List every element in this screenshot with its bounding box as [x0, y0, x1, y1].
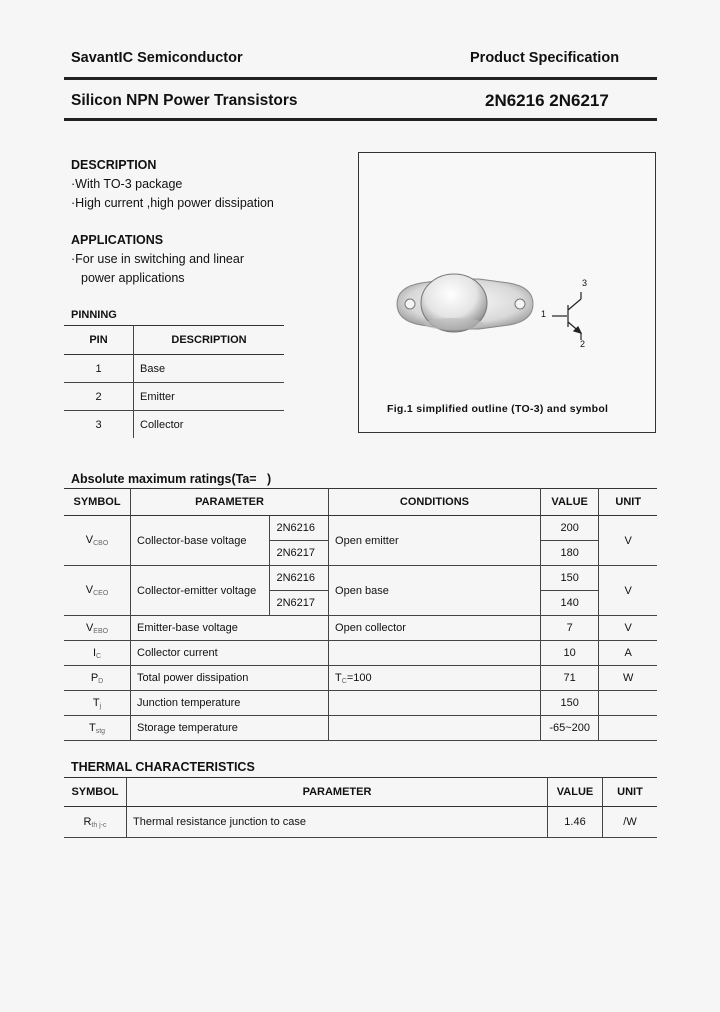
symbol-cell: $T_{stg}$: [64, 716, 131, 741]
pin1-label: 1: [541, 309, 547, 319]
parameter-header: PARAMETER: [127, 778, 548, 807]
description-item: ·With TO-3 package: [71, 177, 183, 191]
value-cell: 1.46: [548, 807, 603, 838]
conditions-cell: [329, 641, 541, 666]
spec-label: Product Specification: [470, 50, 620, 66]
company-name: SavantIC Semiconductor: [71, 50, 243, 66]
table-row: [64, 666, 657, 691]
description-item: ·High current ,high power dissipation: [71, 196, 274, 210]
parameter-cell: Collector current: [131, 641, 329, 666]
to3-outline-image: [359, 153, 655, 432]
applications-item-cont: power applications: [81, 271, 185, 285]
conditions-cell: $T_C=100$: [329, 666, 541, 691]
pin-number: 3: [95, 418, 102, 431]
parameter-cell: Junction temperature: [131, 691, 329, 716]
conditions-header: CONDITIONS: [329, 489, 541, 516]
parameter-cell: Storage temperature: [131, 716, 329, 741]
applications-item: ·For use in switching and linear: [71, 252, 244, 266]
table-row: [64, 516, 657, 541]
pinning-table: [64, 325, 284, 438]
description-title: DESCRIPTION: [71, 158, 157, 172]
value-cell: -65~200: [540, 716, 599, 741]
applications-title: APPLICATIONS: [71, 233, 164, 247]
product-line: Silicon NPN Power Transistors: [71, 92, 298, 109]
part-cell: 2N6216: [270, 516, 329, 541]
value-header: VALUE: [540, 489, 599, 516]
pin-row: [64, 411, 284, 439]
unit-header: UNIT: [599, 489, 657, 516]
conditions-cell: Open base: [329, 566, 541, 616]
to3-package-icon: [397, 274, 533, 332]
conditions-cell: [329, 716, 541, 741]
thermal-title: THERMAL CHARACTERISTICS: [71, 760, 255, 774]
symbol-cell: $V_{EBO}$: [64, 616, 131, 641]
pin-number: 2: [95, 390, 102, 403]
symbol-header: SYMBOL: [64, 778, 127, 807]
value-cell: 180: [540, 541, 599, 566]
parameter-cell: Emitter-base voltage: [131, 616, 329, 641]
pin-header: PIN: [89, 334, 108, 346]
parameter-cell: Thermal resistance junction to case: [127, 807, 548, 838]
pin2-label: 2: [580, 339, 586, 349]
ratings-title: Absolute maximum ratings(Ta= ): [71, 472, 272, 486]
value-cell: 10: [540, 641, 599, 666]
symbol-cell: $P_D$: [64, 666, 131, 691]
pin-description: Base: [134, 355, 285, 383]
part-numbers: 2N6216 2N6217: [485, 91, 609, 110]
title-rule: [64, 118, 657, 121]
parameter-cell: Collector-base voltage: [131, 516, 270, 566]
pin-row: [64, 383, 284, 411]
value-cell: 150: [540, 566, 599, 591]
ratings-table: [64, 488, 657, 741]
conditions-cell: [329, 691, 541, 716]
table-row: [64, 641, 657, 666]
table-row: [64, 807, 657, 838]
symbol-cell: $T_j$: [64, 691, 131, 716]
symbol-cell: $R_{th j-c}$: [64, 807, 127, 838]
table-row: [64, 616, 657, 641]
table-row: [64, 716, 657, 741]
pin-number: 1: [95, 362, 102, 375]
symbol-cell: $V_{CBO}$: [64, 516, 131, 566]
part-cell: 2N6217: [270, 541, 329, 566]
unit-cell: [599, 691, 657, 716]
part-cell: 2N6216: [270, 566, 329, 591]
symbol-header: SYMBOL: [64, 489, 131, 516]
value-cell: 150: [540, 691, 599, 716]
value-header: VALUE: [548, 778, 603, 807]
thermal-table: [64, 777, 657, 838]
parameter-cell: Total power dissipation: [131, 666, 329, 691]
pin-description-header: DESCRIPTION: [134, 326, 285, 355]
header-rule: [64, 77, 657, 80]
unit-cell: V: [599, 616, 657, 641]
symbol-cell: $I_C$: [64, 641, 131, 666]
conditions-cell: Open emitter: [329, 516, 541, 566]
unit-cell: [599, 716, 657, 741]
pin3-label: 3: [582, 278, 588, 288]
unit-cell: A: [599, 641, 657, 666]
value-cell: 200: [540, 516, 599, 541]
symbol-cell: $V_{CEO}$: [64, 566, 131, 616]
value-cell: 140: [540, 591, 599, 616]
value-cell: 71: [540, 666, 599, 691]
figure-caption: Fig.1 simplified outline (TO-3) and symbol: [387, 403, 609, 415]
pinning-title: PINNING: [71, 309, 117, 321]
table-row: [64, 691, 657, 716]
pin-row: [64, 355, 284, 383]
part-cell: 2N6217: [270, 591, 329, 616]
parameter-cell: Collector-emitter voltage: [131, 566, 270, 616]
pin-description: Emitter: [134, 383, 285, 411]
value-cell: 7: [540, 616, 599, 641]
unit-cell: W: [599, 666, 657, 691]
npn-transistor-symbol-icon: [552, 292, 581, 340]
unit-cell: /W: [603, 807, 658, 838]
parameter-header: PARAMETER: [131, 489, 329, 516]
unit-cell: V: [599, 566, 657, 616]
figure-box: [358, 152, 656, 433]
table-row: [64, 566, 657, 591]
unit-header: UNIT: [603, 778, 658, 807]
conditions-cell: Open collector: [329, 616, 541, 641]
pin-description: Collector: [134, 411, 285, 439]
unit-cell: V: [599, 516, 657, 566]
